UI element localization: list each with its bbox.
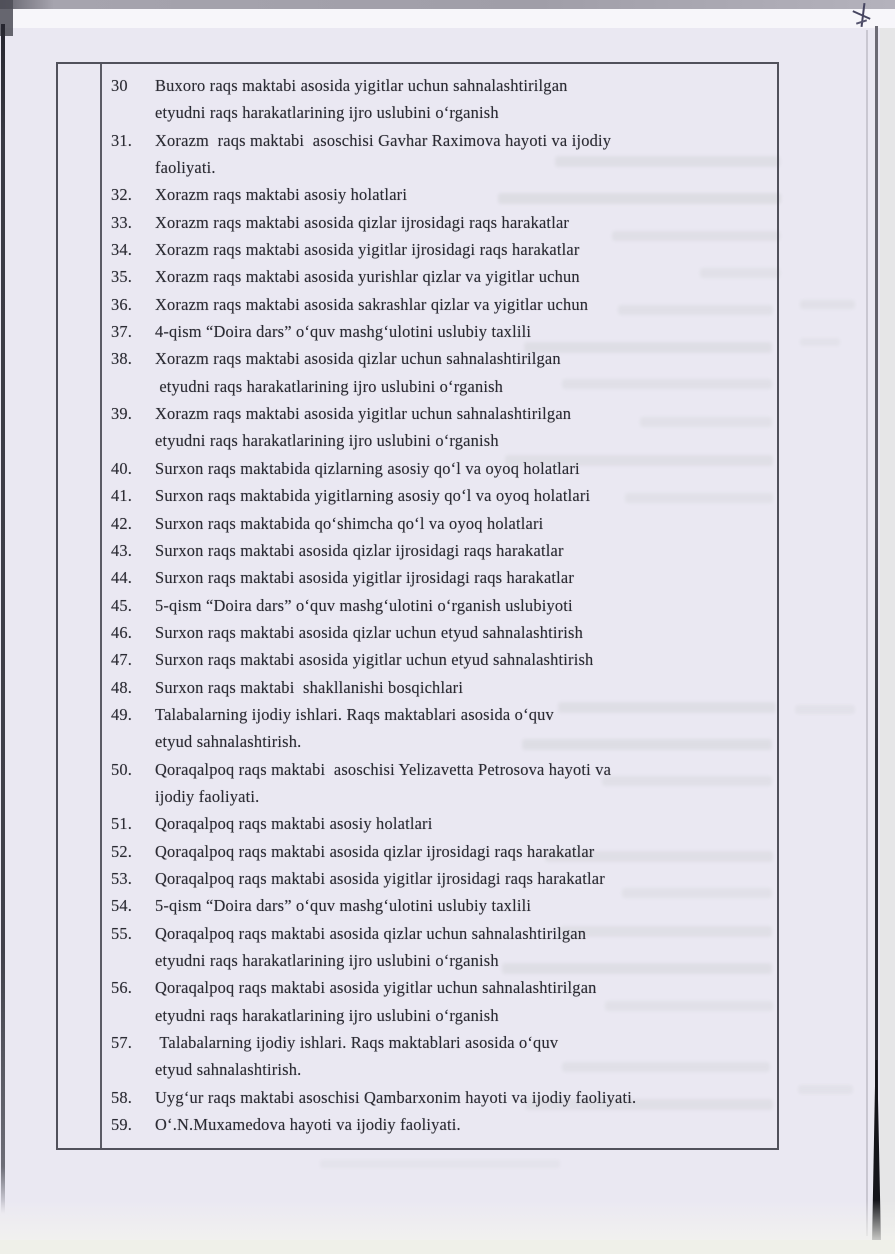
scan-edge-top-white — [0, 9, 895, 28]
content-table — [56, 62, 779, 1150]
item-number: 59. — [111, 1115, 133, 1135]
item-number: 31. — [111, 130, 133, 150]
list-item — [102, 756, 775, 811]
scan-edge-bottom-fade — [0, 1200, 895, 1240]
item-number: 35. — [111, 267, 133, 287]
scan-edge-right-zone — [880, 28, 895, 1240]
item-number: 58. — [111, 1087, 133, 1107]
item-text-line: Qoraqalpoq raqs maktabi asosiy holatlari — [155, 814, 433, 834]
list-item — [102, 564, 775, 591]
item-text-line: etyud sahnalashtirish. — [155, 732, 302, 752]
item-text-line: etyud sahnalashtirish. — [155, 1060, 302, 1080]
item-text-line: Xorazm raqs maktabi asosida yurishlar qizlar va yigitlar uchun — [155, 267, 580, 287]
item-number: 53. — [111, 868, 133, 888]
list-item — [102, 646, 775, 673]
item-text-line: Qoraqalpoq raqs maktabi asosida yigitlar ijrosidagi raqs harakatlar — [155, 868, 605, 888]
item-text-line: Talabalarning ijodiy ishlari. Raqs maktablari asosida o‘quv — [155, 704, 554, 724]
item-number: 41. — [111, 486, 133, 506]
scan-edge-left — [1, 24, 5, 1214]
list-item — [102, 263, 775, 290]
item-number: 32. — [111, 185, 133, 205]
item-text-line: 5-qism “Doira dars” o‘quv mashg‘ulotini uslubiy taxlili — [155, 896, 532, 916]
scan-edge-top — [0, 0, 895, 9]
item-text-line: Buxoro raqs maktabi asosida yigitlar uchun sahnalashtirilgan — [155, 76, 568, 95]
list-item — [102, 400, 775, 455]
list-item — [102, 291, 775, 318]
item-number: 47. — [111, 650, 133, 670]
item-text-line: Surxon raqs maktabi asosida yigitlar uchun etyud sahnalashtirish — [155, 650, 594, 670]
item-text-line: Surxon raqs maktabi asosida yigitlar ijrosidagi raqs harakatlar — [155, 568, 575, 588]
item-number: 42. — [111, 513, 133, 533]
item-number: 54. — [111, 896, 133, 916]
item-number: 46. — [111, 622, 133, 642]
list-item — [102, 865, 775, 892]
item-text-line: Xorazm raqs maktabi asoschisi Gavhar Raximova hayoti va ijodiy — [155, 130, 612, 150]
list-item — [102, 674, 775, 701]
bleed-through-artifact — [320, 1160, 560, 1168]
numbered-list — [102, 64, 775, 1148]
item-number: 49. — [111, 704, 133, 724]
bleed-through-artifact — [800, 300, 855, 309]
item-number: 48. — [111, 677, 133, 697]
list-item — [102, 592, 775, 619]
list-item — [102, 1084, 775, 1111]
scan-edge-right-dark-line — [875, 26, 878, 1242]
item-text-line: Qoraqalpoq raqs maktabi asoschisi Yelizavetta Petrosova hayoti va — [155, 759, 612, 779]
item-text-line: etyudni raqs harakatlarining ijro uslubini o‘rganish — [155, 1005, 499, 1025]
list-item — [102, 318, 775, 345]
item-text-line: etyudni raqs harakatlarining ijro uslubini o‘rganish — [155, 951, 499, 970]
item-number: 39. — [111, 404, 133, 424]
item-text-line: etyudni raqs harakatlarining ijro uslubini o‘rganish — [155, 103, 499, 123]
item-text-line: ijodiy faoliyati. — [155, 786, 260, 806]
item-number: 52. — [111, 841, 133, 861]
list-item — [102, 920, 775, 975]
item-number: 38. — [111, 349, 133, 369]
item-number: 30 — [111, 76, 128, 95]
list-item — [102, 838, 775, 865]
item-number: 37. — [111, 322, 133, 342]
list-item — [102, 510, 775, 537]
list-item — [102, 72, 775, 127]
item-number: 33. — [111, 212, 133, 232]
scan-edge-right-light-line — [866, 30, 868, 1236]
list-item — [102, 127, 775, 182]
item-text-line: 5-qism “Doira dars” o‘quv mashg‘ulotini o‘rganish uslubiyoti — [155, 595, 573, 615]
item-text-line: Xorazm raqs maktabi asosida qizlar ijrosidagi raqs harakatlar — [155, 212, 570, 232]
item-text-line: Xorazm raqs maktabi asosida qizlar uchun sahnalashtirilgan — [155, 349, 561, 369]
list-item — [102, 209, 775, 236]
bleed-through-artifact — [800, 338, 840, 346]
pen-mark — [850, 2, 876, 32]
item-text-line: 4-qism “Doira dars” o‘quv mashg‘ulotini uslubiy taxlili — [155, 322, 532, 342]
scan-edge-bottom — [0, 1240, 895, 1254]
list-item — [102, 892, 775, 919]
item-number: 51. — [111, 814, 133, 834]
item-text-line: O‘.N.Muxamedova hayoti va ijodiy faoliyati. — [155, 1115, 461, 1135]
item-number: 50. — [111, 759, 133, 779]
item-text-line: Surxon raqs maktabi asosida qizlar uchun etyud sahnalashtirish — [155, 622, 583, 642]
item-number: 55. — [111, 923, 133, 943]
item-text-line: Qoraqalpoq raqs maktabi asosida yigitlar uchun sahnalashtirilgan — [155, 978, 597, 998]
bleed-through-artifact — [795, 705, 855, 714]
item-text-line: Surxon raqs maktabida qo‘shimcha qo‘l va oyoq holatlari — [155, 513, 544, 533]
item-number: 44. — [111, 568, 133, 588]
list-item — [102, 345, 775, 400]
list-item — [102, 1029, 775, 1084]
item-text-line: faoliyati. — [155, 158, 216, 178]
list-item — [102, 455, 775, 482]
item-number: 45. — [111, 595, 133, 615]
item-text-line: etyudni raqs harakatlarining ijro uslubini o‘rganish — [155, 431, 499, 451]
item-text-line: Surxon raqs maktabi shakllanishi bosqichlari — [155, 677, 464, 697]
item-text-line: Qoraqalpoq raqs maktabi asosida qizlar uchun sahnalashtirilgan — [155, 923, 587, 943]
item-number: 43. — [111, 540, 133, 560]
item-text-line: Talabalarning ijodiy ishlari. Raqs maktablari asosida o‘quv — [155, 1033, 559, 1053]
list-item — [102, 537, 775, 564]
item-text-line: Uyg‘ur raqs maktabi asoschisi Qambarxonim hayoti va ijodiy faoliyati. — [155, 1087, 637, 1107]
item-number: 56. — [111, 978, 133, 998]
item-number: 40. — [111, 458, 133, 478]
item-text-line: Surxon raqs maktabi asosida qizlar ijrosidagi raqs harakatlar — [155, 540, 564, 560]
item-text-line: Xorazm raqs maktabi asosida yigitlar ijrosidagi raqs harakatlar — [155, 240, 580, 260]
list-item — [102, 701, 775, 756]
item-text-line: etyudni raqs harakatlarining ijro uslubini o‘rganish — [155, 376, 504, 396]
list-item — [102, 181, 775, 208]
list-item — [102, 619, 775, 646]
list-item — [102, 482, 775, 509]
list-item — [102, 810, 775, 837]
item-number: 57. — [111, 1033, 133, 1053]
bleed-through-artifact — [798, 1085, 853, 1094]
list-item — [102, 1111, 775, 1138]
list-item — [102, 974, 775, 1029]
item-number: 36. — [111, 294, 133, 314]
item-text-line: Xorazm raqs maktabi asosida yigitlar uchun sahnalashtirilgan — [155, 404, 572, 424]
item-text-line: Surxon raqs maktabida qizlarning asosiy qo‘l va oyoq holatlari — [155, 458, 580, 478]
item-text-line: Xorazm raqs maktabi asosida sakrashlar qizlar va yigitlar uchun — [155, 294, 589, 314]
item-text-line: Surxon raqs maktabida yigitlarning asosiy qo‘l va oyoq holatlari — [155, 486, 591, 506]
item-text-line: Xorazm raqs maktabi asosiy holatlari — [155, 185, 408, 205]
item-number: 34. — [111, 240, 133, 260]
list-item — [102, 236, 775, 263]
item-text-line: Qoraqalpoq raqs maktabi asosida qizlar ijrosidagi raqs harakatlar — [155, 841, 595, 861]
